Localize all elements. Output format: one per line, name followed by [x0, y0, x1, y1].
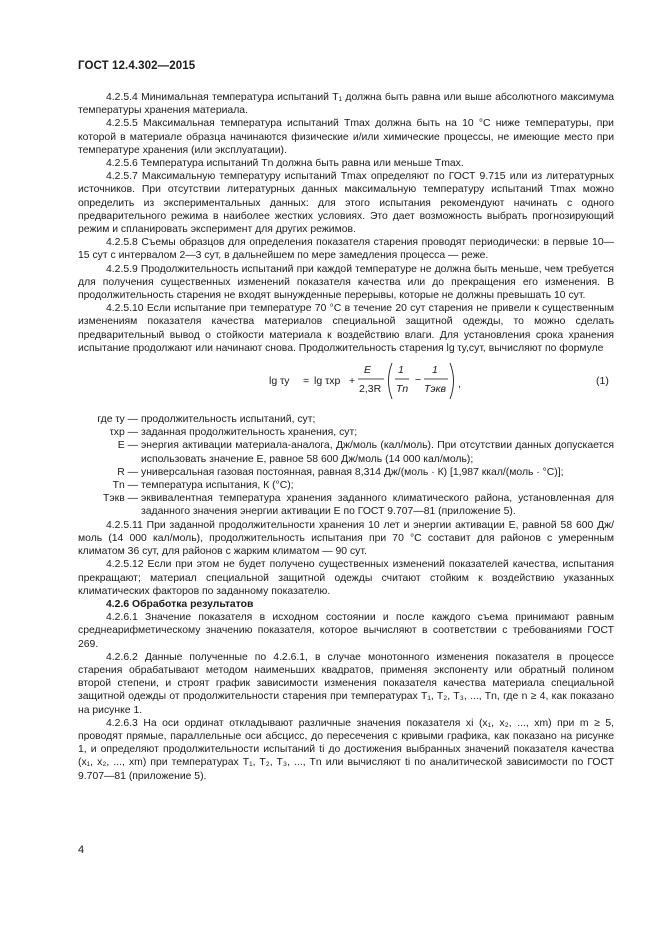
paragraph-4-2-5-12: 4.2.5.12 Если при этом не будет получено существенных изменений показателей качества, испытания прекращают; материал специальной защитной одежды считают стойким к воздействию указанных климатических факторов по заданному показателю.: [78, 559, 614, 597]
section-heading-4-2-6: 4.2.6 Обработка результатов: [106, 598, 254, 610]
document-body: [78, 91, 614, 783]
definition-desc: продолжительность испытаний, сут;: [141, 414, 316, 426]
formula-minus: −: [415, 374, 422, 387]
definition-desc: заданная продолжительность хранения, сут;: [141, 427, 358, 439]
definition-term: Tn —: [112, 480, 138, 492]
paragraph-4-2-5-7: 4.2.5.7 Максимальную температуру испытаний Tmax определяют по ГОСТ 9.715 или из литературных источников. При отсутствии литературных данных максимальную температуру испытаний Tmax можно определить из экспериментальных данных: для этого испытания рекомендуют начинать с одного предварительного режима в наиболее жестких условиях. Это дает возможность выбрать прогнозирующий режим и спланировать эксперимент для других режимов.: [78, 171, 614, 236]
paragraph-4-2-5-9: 4.2.5.9 Продолжительность испытаний при каждой температуре не должна быть меньше, чем требуется для получения существенных изменений показателя качества или до прекращения его изменения. В продолжительность старения не входят вынужденные перерывы, которые не должны превышать 10 сут.: [78, 263, 614, 302]
paragraph-4-2-5-11: 4.2.5.11 При заданной продолжительности хранения 10 лет и энергии активации E, равной 58 600 Дж/моль (14 000 кал/моль), продолжительность испытания при 70 °С составит для районов с умеренным климатом 36 сут, для районов с жарким климатом — 90 сут.: [78, 519, 614, 558]
definition-term: R —: [117, 466, 138, 478]
paragraph-4-2-6-3: 4.2.6.3 На оси ординат откладывают различные значения показателя xi (x₁, x₂, ..., xm) при m ≥ 5, проводят прямые, параллельные оси абсцисс, до пересечения с кривыми графика, как показано на рисунке 1, и определяют продолжительности испытаний ti до достижения выбранных значений показателя качества (x₁, x₂, ..., xm) при температурах T₁, T₂, T₃, ..., Tn или вычисляют ti по аналитической зависимости по ГОСТ 9.707—81 (приложение 5).: [78, 717, 614, 782]
formula-one-b: 1: [432, 364, 438, 377]
formula-Tn: Tn: [396, 383, 409, 396]
definition-desc: температура испытания, К (°С);: [141, 480, 294, 492]
definition-row: [78, 492, 614, 518]
formula-eq: =: [303, 375, 310, 388]
definition-desc: эквивалентная температура хранения заданного климатического района, установленная для заданного значения энергии активации E по ГОСТ 9.707—81 (приложение 5).: [141, 493, 614, 518]
definition-term: E —: [117, 440, 138, 452]
definition-row: [78, 413, 614, 426]
paragraph-4-2-6-1: 4.2.6.1 Значение показателя в исходном состоянии и после каждого съема принимают равным среднеарифметическому значению показателя, которое вычисляют в соответствии с требованиями ГОСТ 269.: [78, 612, 614, 650]
definition-row: [78, 479, 614, 492]
definition-term: Tэкв —: [103, 493, 138, 505]
formula-plus: +: [349, 375, 356, 388]
page-number: 4: [78, 844, 85, 856]
definition-row: [78, 426, 614, 439]
paragraph-4-2-5-5: 4.2.5.5 Максимальная температура испытаний Tmax должна быть на 10 °С ниже температуры, при которой в материале образца начинаются физические и/или химические процессы, не имеющие место при температуре хранения (или эксплуатации).: [78, 118, 614, 156]
definition-desc: энергия активации материала-аналога, Дж/моль (кал/моль). При отсутствии данных допускается использовать значение E, равное 58 600 Дж/моль (14 000 кал/моль);: [141, 440, 614, 465]
page-header: ГОСТ 12.4.302—2015: [78, 60, 196, 72]
paragraph-4-2-5-10: 4.2.5.10 Если испытание при температуре 70 °С в течение 20 сут старения не привели к существенным изменениям показателя качества материалов специальной защитной одежды, то можно сделать предварительный вывод о стойкости материала к воздействию влаги. Для установления срока хранения испытание продолжают или начинают снова. Продолжительность старения lg τy,сут, вычисляют по формуле: [78, 303, 614, 354]
definition-row: [78, 466, 614, 479]
formula-one-a: 1: [398, 364, 404, 377]
formula-left-paren: [389, 363, 393, 399]
formula-Tekv: Tэкв: [424, 383, 447, 396]
formula-1: [78, 357, 614, 407]
definition-row: [78, 439, 614, 465]
paragraph-4-2-5-8: 4.2.5.8 Съемы образцов для определения показателя старения проводят периодически: в первые 10—15 сут с интервалом 2—3 сут, в дальнейшем по мере замедления процесса — реже.: [78, 237, 614, 262]
paragraph-4-2-5-6: 4.2.5.6 Температура испытаний Tn должна быть равна или меньше Tmax.: [106, 158, 464, 170]
formula-lhs: lg τy: [269, 375, 290, 388]
formula-comma: ,: [458, 378, 461, 391]
formula-right-paren: [450, 363, 454, 399]
paragraph-4-2-6-2: 4.2.6.2 Данные полученные по 4.2.6.1, в случае монотонного изменения показателя в процессе старения обрабатывают методом наименьших квадратов, применяя экспоненту или обратный полином второй степени, и строят график зависимости изменения показателя качества материала специальной защитной одежды от продолжительности старения при температурах T₁, T₂, T₃, ..., Tn, где n ≥ 4, как показано на рисунке 1.: [78, 651, 614, 716]
formula-number: (1): [596, 375, 609, 388]
definition-term: τxp —: [109, 427, 138, 439]
definition-desc: универсальная газовая постоянная, равная 8,314 Дж/(моль · К) [1,987 ккал/(моль · °С)];: [141, 466, 564, 478]
formula-denominator: 2,3R: [359, 383, 382, 396]
paragraph-4-2-5-4: 4.2.5.4 Минимальная температура испытаний T₁ должна быть равна или выше абсолютного максимума температуры хранения материала.: [78, 92, 614, 117]
formula-definitions: [78, 413, 614, 519]
formula-lg-txp: lg τxp: [314, 375, 341, 388]
definition-term: где τy —: [97, 414, 138, 426]
formula-E: E: [364, 364, 372, 377]
